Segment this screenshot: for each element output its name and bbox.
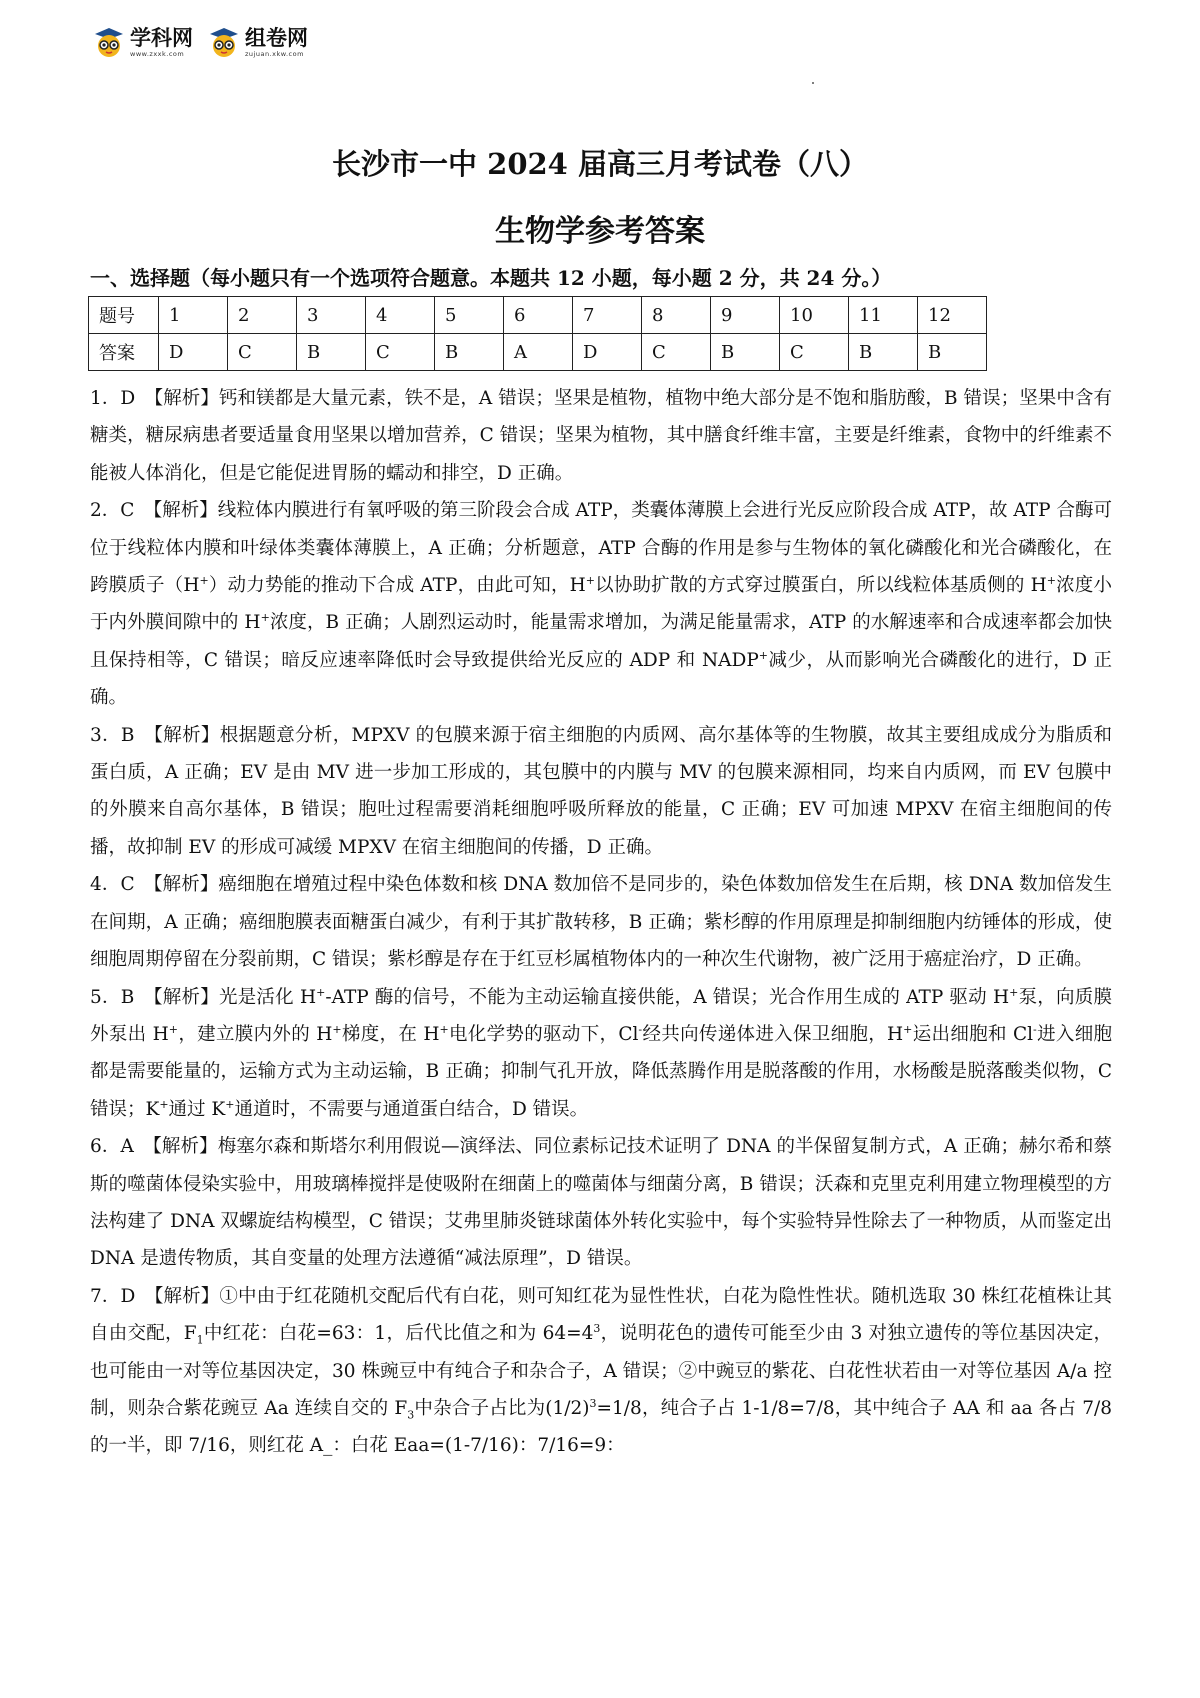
table-cell: A bbox=[504, 334, 573, 371]
table-cell: 6 bbox=[504, 297, 573, 334]
header-logos bbox=[92, 18, 322, 66]
table-cell: 3 bbox=[297, 297, 366, 334]
answer-table bbox=[88, 296, 987, 371]
table-cell: 2 bbox=[228, 297, 297, 334]
table-cell: D bbox=[573, 334, 642, 371]
table-cell: B bbox=[918, 334, 987, 371]
section-heading: 一、选择题（每小题只有一个选项符合题意。本题共 12 小题，每小题 2 分，共 24 分。） bbox=[90, 266, 892, 290]
table-cell: C bbox=[642, 334, 711, 371]
table-cell: B bbox=[711, 334, 780, 371]
logo-url: www.zxxk.com bbox=[130, 50, 185, 58]
table-cell: D bbox=[159, 334, 228, 371]
table-cell: B bbox=[435, 334, 504, 371]
xuekewang-logo[interactable] bbox=[92, 25, 193, 59]
owl-mascot-icon bbox=[92, 25, 126, 59]
table-cell: 12 bbox=[918, 297, 987, 334]
table-cell-label: 答案 bbox=[89, 334, 159, 371]
table-cell: 4 bbox=[366, 297, 435, 334]
owl-mascot-icon bbox=[207, 25, 241, 59]
table-cell-label: 题号 bbox=[89, 297, 159, 334]
logo-name: 组卷网 bbox=[245, 26, 308, 50]
explanation-q4: 4．C 【解析】癌细胞在增殖过程中染色体数和核 DNA 数加倍不是同步的，染色体数加倍发生在后期，核 DNA 数加倍发生在间期，A 正确；癌细胞膜表面糖蛋白减少，有利于其扩散转移，B 正确；紫杉醇的作用原理是抑制细胞内纺锤体的形成，使细胞周期停留在分裂前期，C 错误；紫杉醇是存在于红豆杉属植物体内的一种次生代谢物，被广泛用于癌症治疗，D 正确。 bbox=[90, 874, 1112, 971]
explanation-q7: 7．D 【解析】①中由于红花随机交配后代有白花，则可知红花为显性性状，白花为隐性性状。随机选取 30 株红花植株让其自由交配，$F_1$中红花：白花=63：1，后代比值之和为 $64=4^3$，说明花色的遗传可能至少由 3 对独立遗传的等位基因决定，也可能由一对等位基因决定，30 株豌豆中有纯合子和杂合子，A 错误；②中豌豆的紫花、白花性状若由一对等位基因 A/a 控制，则杂合紫花豌豆 Aa 连续自交的 $F_3$中杂合子占比为$(1/2)^3=1/8$，纯合子占 1-1/8=7/8，其中纯合子 AA 和 aa 各占 7/8 的一半，即 7/16，则红花 A_：白花 Eaa=(1-7/16)：7/16=9： bbox=[90, 1285, 1112, 1457]
zujuanwang-logo[interactable] bbox=[207, 25, 308, 59]
table-cell: B bbox=[297, 334, 366, 371]
table-cell: 11 bbox=[849, 297, 918, 334]
explanations bbox=[90, 380, 1112, 1465]
explanation-q1: 1．D 【解析】钙和镁都是大量元素，铁不是，A 错误；坚果是植物，植物中绝大部分是不饱和脂肪酸，B 错误；坚果中含有糖类，糖尿病患者要适量食用坚果以增加营养，C 错误；坚果为植物，其中膳食纤维丰富，主要是纤维素，食物中的纤维素不能被人体消化，但是它能促进胃肠的蠕动和排空，D 正确。 bbox=[90, 388, 1112, 484]
table-row-answers bbox=[89, 334, 987, 371]
table-cell: B bbox=[849, 334, 918, 371]
table-row-numbers bbox=[89, 297, 987, 334]
logo-name: 学科网 bbox=[130, 26, 193, 50]
table-cell: C bbox=[366, 334, 435, 371]
table-cell: 1 bbox=[159, 297, 228, 334]
explanation-q3: 3．B 【解析】根据题意分析，MPXV 的包膜来源于宿主细胞的内质网、高尔基体等的生物膜，故其主要组成成分为脂质和蛋白质，A 正确；EV 是由 MV 进一步加工形成的，其包膜中的内膜与 MV 的包膜来源相同，均来自内质网，而 EV 包膜中的外膜来自高尔基体，B 错误；胞吐过程需要消耗细胞呼吸所释放的能量，C 正确；EV 可加速 MPXV 在宿主细胞间的传播，故抑制 EV 的形成可减缓 MPXV 在宿主细胞间的传播，D 正确。 bbox=[90, 724, 1112, 858]
exam-title: 长沙市一中 2024 届高三月考试卷（八） bbox=[332, 147, 868, 181]
logo-url: zujuan.xkw.com bbox=[245, 50, 304, 58]
table-cell: C bbox=[228, 334, 297, 371]
explanation-q2: 2．C 【解析】线粒体内膜进行有氧呼吸的第三阶段会合成 ATP，类囊体薄膜上会进行光反应阶段合成 ATP，故 ATP 合酶可位于线粒体内膜和叶绿体类囊体薄膜上，A 正确；分析题意，ATP 合酶的作用是参与生物体的氧化磷酸化和光合磷酸化，在跨膜质子（H+）动力势能的推动下合成 ATP，由此可知，H+以协助扩散的方式穿过膜蛋白，所以线粒体基质侧的 H+浓度小于内外膜间隙中的 H+浓度，B 正确；人剧烈运动时，能量需求增加，为满足能量需求，ATP 的水解速率和合成速率都会加快且保持相等，C 错误；暗反应速率降低时会导致提供给光反应的 ADP 和 NADP+减少，从而影响光合磷酸化的进行，D 正确。 bbox=[90, 500, 1113, 709]
table-cell: 10 bbox=[780, 297, 849, 334]
table-cell: 5 bbox=[435, 297, 504, 334]
table-cell: 7 bbox=[573, 297, 642, 334]
explanation-q5: 5．B 【解析】光是活化 H+-ATP 酶的信号，不能为主动运输直接供能，A 错误；光合作用生成的 ATP 驱动 H+泵，向质膜外泵出 H+，建立膜内外的 H+梯度，在 H+电化学势的驱动下，Cl-经共向传递体进入保卫细胞，H+运出细胞和 Cl-进入细胞都是需要能量的，运输方式为主动运输，B 正确；抑制气孔开放，降低蒸腾作用是脱落酸的作用，水杨酸是脱落酸类似物，C 错误；K+通过 K+通道时，不需要与通道蛋白结合，D 错误。 bbox=[90, 985, 1113, 1120]
stray-dot bbox=[812, 82, 814, 84]
table-cell: 9 bbox=[711, 297, 780, 334]
explanation-q6: 6．A 【解析】梅塞尔森和斯塔尔利用假说—演绎法、同位素标记技术证明了 DNA 的半保留复制方式，A 正确；赫尔希和蔡斯的噬菌体侵染实验中，用玻璃棒搅拌是使吸附在细菌上的噬菌体与细菌分离，B 错误；沃森和克里克利用建立物理模型的方法构建了 DNA 双螺旋结构模型，C 错误；艾弗里肺炎链球菌体外转化实验中，每个实验特异性除去了一种物质，从而鉴定出 DNA 是遗传物质，其自变量的处理方法遵循“减法原理”，D 错误。 bbox=[90, 1136, 1112, 1270]
table-cell: C bbox=[780, 334, 849, 371]
exam-subtitle: 生物学参考答案 bbox=[495, 214, 705, 249]
table-cell: 8 bbox=[642, 297, 711, 334]
